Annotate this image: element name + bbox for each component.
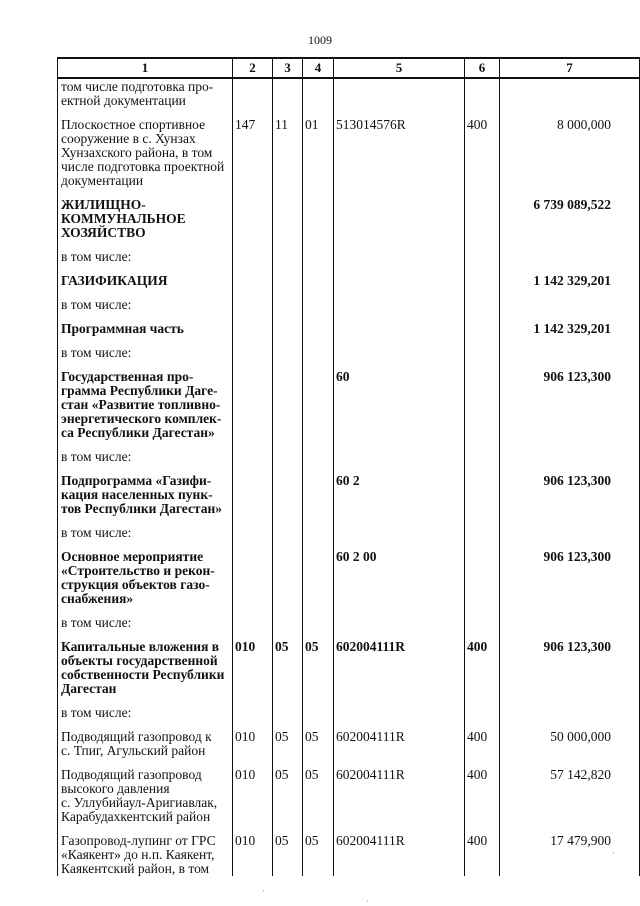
cell-section: 010 <box>233 640 273 706</box>
cell-target-article <box>334 526 465 550</box>
cell-target-article <box>334 198 465 250</box>
cell-name: Капитальные вложения в объекты государственной собственности Республики Дагестан <box>58 640 233 706</box>
cell-expense-type <box>465 346 500 370</box>
cell-expense-type <box>465 526 500 550</box>
table-row <box>58 298 640 322</box>
cell-section <box>233 322 273 346</box>
cell-target-article: 513014576R <box>334 118 465 198</box>
cell-subsection-2 <box>303 616 334 640</box>
cell-expense-type <box>465 274 500 298</box>
cell-subsection <box>273 450 303 474</box>
cell-name: в том числе: <box>58 346 233 370</box>
table-row <box>58 198 640 250</box>
cell-expense-type <box>465 78 500 118</box>
cell-expense-type: 400 <box>465 768 500 834</box>
cell-target-article: 60 2 00 <box>334 550 465 616</box>
cell-subsection-2 <box>303 706 334 730</box>
cell-amount <box>500 346 640 370</box>
cell-subsection <box>273 616 303 640</box>
cell-name: Программная часть <box>58 322 233 346</box>
cell-section <box>233 298 273 322</box>
cell-expense-type <box>465 322 500 346</box>
cell-amount <box>500 706 640 730</box>
cell-amount: 906 123,300 <box>500 474 640 526</box>
table-body <box>58 78 640 876</box>
cell-subsection <box>273 298 303 322</box>
cell-name: в том числе: <box>58 450 233 474</box>
cell-subsection <box>273 474 303 526</box>
cell-name: том числе подготовка про- ектной документации <box>58 78 233 118</box>
table-row <box>58 730 640 768</box>
cell-amount <box>500 616 640 640</box>
table-row <box>58 706 640 730</box>
cell-amount <box>500 250 640 274</box>
cell-expense-type <box>465 298 500 322</box>
cell-subsection-2: 05 <box>303 640 334 706</box>
cell-subsection: 05 <box>273 640 303 706</box>
cell-target-article: 602004111R <box>334 768 465 834</box>
cell-name: ГАЗИФИКАЦИЯ <box>58 274 233 298</box>
cell-amount <box>500 450 640 474</box>
cell-subsection <box>273 346 303 370</box>
scan-speck: · <box>262 886 265 896</box>
table-header <box>58 58 640 78</box>
header-col-4: 4 <box>303 58 334 78</box>
table-row <box>58 250 640 274</box>
cell-target-article <box>334 250 465 274</box>
cell-name: Подводящий газопровод высокого давления с. Уллубийаул-Аригиавлак, Карабудахкентский район <box>58 768 233 834</box>
cell-amount: 906 123,300 <box>500 640 640 706</box>
scan-speck: · <box>366 896 369 906</box>
cell-expense-type <box>465 474 500 526</box>
header-col-6: 6 <box>465 58 500 78</box>
cell-subsection: 05 <box>273 834 303 876</box>
table-row <box>58 322 640 346</box>
table-row <box>58 274 640 298</box>
cell-subsection-2 <box>303 78 334 118</box>
cell-amount: 57 142,820 <box>500 768 640 834</box>
cell-target-article: 602004111R <box>334 640 465 706</box>
cell-subsection-2: 05 <box>303 834 334 876</box>
cell-subsection: 05 <box>273 768 303 834</box>
cell-subsection: 11 <box>273 118 303 198</box>
cell-name: в том числе: <box>58 616 233 640</box>
cell-subsection <box>273 198 303 250</box>
cell-expense-type: 400 <box>465 730 500 768</box>
cell-target-article: 602004111R <box>334 730 465 768</box>
table-row <box>58 550 640 616</box>
cell-section: 010 <box>233 730 273 768</box>
cell-section <box>233 370 273 450</box>
header-row <box>58 58 640 78</box>
table-row <box>58 834 640 876</box>
cell-subsection-2 <box>303 250 334 274</box>
cell-name: Плоскостное спортивное сооружение в с. Хунзах Хунзахского района, в том числе подготовка проектной документации <box>58 118 233 198</box>
cell-subsection-2: 05 <box>303 768 334 834</box>
cell-name: Основное мероприятие «Строительство и рекон- струкция объектов газо- снабжения» <box>58 550 233 616</box>
cell-name: в том числе: <box>58 298 233 322</box>
cell-section <box>233 616 273 640</box>
cell-amount: 6 739 089,522 <box>500 198 640 250</box>
cell-subsection-2 <box>303 198 334 250</box>
cell-target-article <box>334 322 465 346</box>
cell-subsection-2 <box>303 526 334 550</box>
cell-section <box>233 450 273 474</box>
table-row <box>58 450 640 474</box>
cell-section <box>233 78 273 118</box>
cell-expense-type <box>465 198 500 250</box>
cell-name: в том числе: <box>58 706 233 730</box>
cell-section <box>233 198 273 250</box>
cell-section <box>233 474 273 526</box>
cell-target-article <box>334 346 465 370</box>
cell-name: Подводящий газопровод к с. Тпиг, Агульский район <box>58 730 233 768</box>
cell-amount: 50 000,000 <box>500 730 640 768</box>
table-row <box>58 78 640 118</box>
table-row <box>58 370 640 450</box>
cell-amount: 906 123,300 <box>500 550 640 616</box>
cell-target-article <box>334 274 465 298</box>
cell-subsection <box>273 706 303 730</box>
cell-target-article <box>334 450 465 474</box>
cell-name: Государственная про- грамма Республики Даге- стан «Развитие топливно- энергетического комплек- са Республики Дагестан» <box>58 370 233 450</box>
cell-subsection: 05 <box>273 730 303 768</box>
cell-subsection <box>273 370 303 450</box>
cell-subsection <box>273 322 303 346</box>
cell-amount <box>500 526 640 550</box>
cell-name: в том числе: <box>58 250 233 274</box>
cell-subsection-2 <box>303 370 334 450</box>
cell-name: Подпрограмма «Газифи- кация населенных пунк- тов Республики Дагестан» <box>58 474 233 526</box>
header-col-5: 5 <box>334 58 465 78</box>
cell-target-article <box>334 706 465 730</box>
page-number: 1009 <box>308 33 332 47</box>
cell-expense-type <box>465 450 500 474</box>
cell-subsection <box>273 550 303 616</box>
cell-subsection-2: 05 <box>303 730 334 768</box>
cell-subsection-2 <box>303 322 334 346</box>
table-row <box>58 640 640 706</box>
cell-amount <box>500 78 640 118</box>
cell-subsection-2 <box>303 346 334 370</box>
table-row <box>58 526 640 550</box>
cell-amount: 1 142 329,201 <box>500 274 640 298</box>
cell-name: в том числе: <box>58 526 233 550</box>
cell-target-article: 60 <box>334 370 465 450</box>
table-row <box>58 474 640 526</box>
cell-subsection <box>273 526 303 550</box>
cell-name: ЖИЛИЩНО- КОММУНАЛЬНОЕ ХОЗЯЙСТВО <box>58 198 233 250</box>
cell-expense-type <box>465 550 500 616</box>
cell-amount: 906 123,300 <box>500 370 640 450</box>
cell-subsection-2 <box>303 298 334 322</box>
header-col-7: 7 <box>500 58 640 78</box>
cell-target-article <box>334 616 465 640</box>
cell-name: Газопровод-лупинг от ГРС «Каякент» до н.п. Каякент, Каякентский район, в том <box>58 834 233 876</box>
cell-subsection-2 <box>303 474 334 526</box>
cell-section: 147 <box>233 118 273 198</box>
budget-table <box>57 57 640 876</box>
cell-subsection <box>273 250 303 274</box>
cell-subsection-2 <box>303 274 334 298</box>
cell-expense-type <box>465 370 500 450</box>
cell-section <box>233 346 273 370</box>
cell-section <box>233 274 273 298</box>
cell-target-article <box>334 78 465 118</box>
cell-section <box>233 550 273 616</box>
cell-amount: 1 142 329,201 <box>500 322 640 346</box>
header-col-1: 1 <box>58 58 233 78</box>
cell-section <box>233 526 273 550</box>
cell-subsection <box>273 274 303 298</box>
cell-subsection-2 <box>303 450 334 474</box>
table-row <box>58 616 640 640</box>
cell-section: 010 <box>233 768 273 834</box>
cell-amount: 17 479,900 <box>500 834 640 876</box>
scan-speck: · <box>612 848 615 858</box>
cell-amount <box>500 298 640 322</box>
cell-expense-type <box>465 616 500 640</box>
cell-expense-type: 400 <box>465 640 500 706</box>
cell-subsection-2 <box>303 550 334 616</box>
cell-section <box>233 706 273 730</box>
cell-expense-type: 400 <box>465 834 500 876</box>
cell-expense-type: 400 <box>465 118 500 198</box>
cell-target-article: 602004111R <box>334 834 465 876</box>
cell-expense-type <box>465 250 500 274</box>
table-row <box>58 118 640 198</box>
header-col-2: 2 <box>233 58 273 78</box>
cell-section <box>233 250 273 274</box>
cell-subsection <box>273 78 303 118</box>
cell-target-article: 60 2 <box>334 474 465 526</box>
header-col-3: 3 <box>273 58 303 78</box>
table-row <box>58 768 640 834</box>
table-row <box>58 346 640 370</box>
cell-expense-type <box>465 706 500 730</box>
cell-target-article <box>334 298 465 322</box>
cell-section: 010 <box>233 834 273 876</box>
cell-amount: 8 000,000 <box>500 118 640 198</box>
cell-subsection-2: 01 <box>303 118 334 198</box>
